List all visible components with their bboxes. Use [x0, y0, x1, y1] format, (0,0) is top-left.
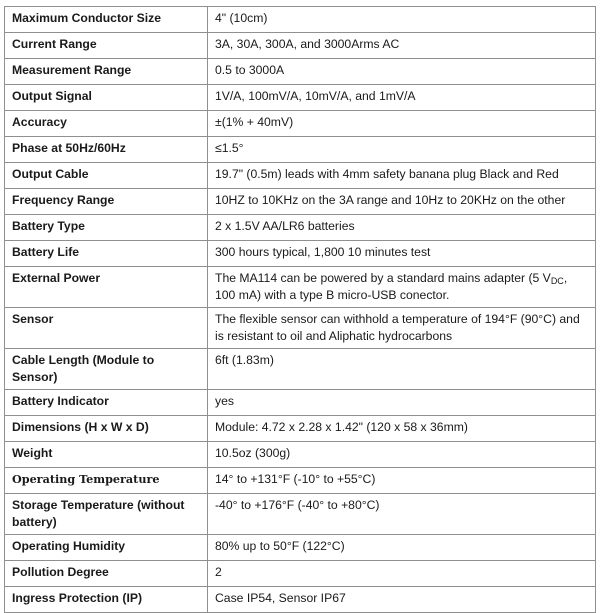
table-row	[5, 468, 596, 494]
spec-value: The flexible sensor can withhold a temperature of 194°F (90°C) and is resistant to oil and Aliphatic hydrocarbons	[208, 308, 596, 349]
spec-label: Phase at 50Hz/60Hz	[5, 137, 208, 163]
table-row	[5, 442, 596, 468]
spec-value: ±(1% + 40mV)	[208, 111, 596, 137]
spec-value: 3A, 30A, 300A, and 3000Arms AC	[208, 33, 596, 59]
spec-value: ≤1.5°	[208, 137, 596, 163]
spec-value: 10.5oz (300g)	[208, 442, 596, 468]
table-row	[5, 494, 596, 535]
table-row	[5, 33, 596, 59]
table-row	[5, 416, 596, 442]
spec-value: Module: 4.72 x 2.28 x 1.42" (120 x 58 x 36mm)	[208, 416, 596, 442]
spec-label: Storage Temperature (without battery)	[5, 494, 208, 535]
spec-label: Frequency Range	[5, 189, 208, 215]
table-row	[5, 163, 596, 189]
spec-value: 300 hours typical, 1,800 10 minutes test	[208, 241, 596, 267]
spec-value: 2	[208, 561, 596, 587]
spec-label: Maximum Conductor Size	[5, 7, 208, 33]
spec-value-part: , 100 mA) with a type B micro-USB conector.	[215, 271, 568, 302]
table-row	[5, 7, 596, 33]
spec-value: 14° to +131°F (-10° to +55°C)	[208, 468, 596, 494]
spec-value-subscript: DC	[550, 276, 564, 286]
spec-label: Weight	[5, 442, 208, 468]
table-row	[5, 59, 596, 85]
specifications-table	[4, 6, 596, 613]
spec-label: External Power	[5, 267, 208, 308]
spec-value: 80% up to 50°F (122°C)	[208, 535, 596, 561]
table-row	[5, 349, 596, 390]
spec-label: Accuracy	[5, 111, 208, 137]
spec-value: 4" (10cm)	[208, 7, 596, 33]
spec-value	[208, 267, 596, 308]
table-row	[5, 561, 596, 587]
spec-label: Cable Length (Module to Sensor)	[5, 349, 208, 390]
table-row	[5, 111, 596, 137]
spec-label: Output Signal	[5, 85, 208, 111]
spec-label: Ingress Protection (IP)	[5, 587, 208, 613]
table-row	[5, 189, 596, 215]
spec-value-part: The MA114 can be powered by a standard mains adapter (5 V	[215, 271, 551, 285]
spec-value: 0.5 to 3000A	[208, 59, 596, 85]
spec-value: Case IP54, Sensor IP67	[208, 587, 596, 613]
spec-label: Current Range	[5, 33, 208, 59]
spec-label: Battery Life	[5, 241, 208, 267]
table-row	[5, 587, 596, 613]
table-row	[5, 215, 596, 241]
spec-label: Operating Temperature	[5, 468, 208, 494]
table-row	[5, 535, 596, 561]
spec-label: Battery Type	[5, 215, 208, 241]
table-row	[5, 241, 596, 267]
spec-label: Operating Humidity	[5, 535, 208, 561]
spec-label: Sensor	[5, 308, 208, 349]
spec-label: Pollution Degree	[5, 561, 208, 587]
table-row	[5, 308, 596, 349]
spec-label: Measurement Range	[5, 59, 208, 85]
table-row	[5, 267, 596, 308]
spec-value: -40° to +176°F (-40° to +80°C)	[208, 494, 596, 535]
spec-label: Battery Indicator	[5, 390, 208, 416]
spec-value: 6ft (1.83m)	[208, 349, 596, 390]
spec-value: yes	[208, 390, 596, 416]
spec-value: 1V/A, 100mV/A, 10mV/A, and 1mV/A	[208, 85, 596, 111]
spec-value: 19.7" (0.5m) leads with 4mm safety banana plug Black and Red	[208, 163, 596, 189]
spec-label: Dimensions (H x W x D)	[5, 416, 208, 442]
spec-value: 10HZ to 10KHz on the 3A range and 10Hz to 20KHz on the other	[208, 189, 596, 215]
table-row	[5, 137, 596, 163]
spec-value: 2 x 1.5V AA/LR6 batteries	[208, 215, 596, 241]
table-row	[5, 390, 596, 416]
table-row	[5, 85, 596, 111]
spec-label: Output Cable	[5, 163, 208, 189]
